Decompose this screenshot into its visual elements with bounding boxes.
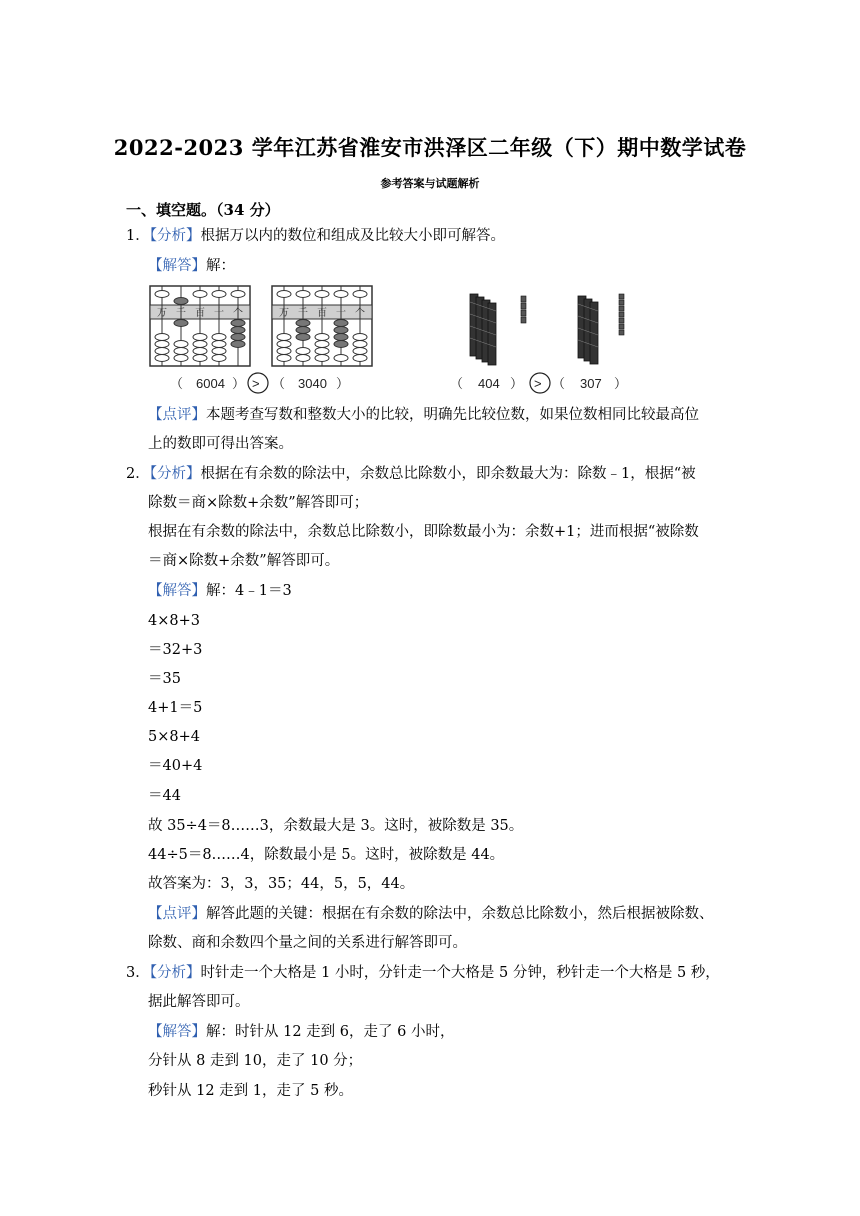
- q1-comment-line2: 上的数即可得出答案。: [148, 436, 293, 452]
- q2-number: 2．: [126, 466, 150, 482]
- answer-tag: 【解答】: [148, 583, 206, 599]
- q2-analysis-line3: 根据在有余数的除法中，余数总比除数小，即除数最小为：余数+1；进而根据“被除数: [148, 524, 699, 540]
- q1-comment-line1: [148, 405, 699, 425]
- q2-analysis-line2: 除数＝商×除数+余数”解答即可；: [148, 495, 369, 511]
- q3-analysis-line1: [126, 963, 720, 983]
- abacus1-paren-close: ）: [232, 376, 246, 391]
- abacus2-value: 3040: [298, 376, 327, 391]
- abacus1-place-shi: 十: [214, 308, 224, 319]
- abacus1-value: 6004: [196, 376, 225, 391]
- answer-tag: 【解答】: [148, 1024, 206, 1040]
- cubes1-value: 404: [478, 376, 500, 391]
- cubes2-value: 307: [580, 376, 602, 391]
- q1-answer: [148, 256, 235, 276]
- page-title: 2022-2023 学年江苏省淮安市洪泽区二年级（下）期中数学试卷: [113, 135, 747, 160]
- abacus2-place-bai: 百: [317, 308, 327, 319]
- answer-tag: 【解答】: [148, 258, 206, 274]
- q1-answer-text: 解：: [206, 258, 235, 274]
- cubes2-paren-close: ）: [614, 376, 628, 391]
- q3-line3: 秒针从 12 走到 1，走了 5 秒。: [148, 1083, 353, 1099]
- q2-step: 5×8+4: [148, 729, 200, 745]
- cubes1-paren-open: （: [450, 376, 464, 391]
- abacus2-paren-close: ）: [336, 376, 350, 391]
- q2-step: ＝40+4: [148, 758, 203, 774]
- abacus-3040: [272, 286, 372, 366]
- q3-answer: [148, 1022, 454, 1042]
- q2-analysis-line4: ＝商×除数+余数”解答即可。: [148, 553, 340, 569]
- cubes2-paren-open: （: [552, 376, 566, 391]
- q2-comment-line1: [148, 904, 714, 924]
- q1-analysis: [126, 226, 505, 246]
- q2-analysis-line1: [126, 464, 696, 484]
- q2-result-line2: 44÷5＝8……4，除数最小是 5。这时，被除数是 44。: [148, 847, 505, 863]
- q1-number: 1．: [126, 228, 150, 244]
- cubes1-paren-close: ）: [510, 376, 524, 391]
- abacus1-paren-open: （: [170, 376, 184, 391]
- q2-comment-line2: 除数、商和余数四个量之间的关系进行解答即可。: [148, 935, 467, 951]
- abacus1-place-wan: 万: [157, 308, 167, 319]
- abacus2-place-ge: 个: [355, 308, 365, 319]
- abacus2-place-qian: 千: [298, 308, 308, 319]
- q3-analysis-text-1: 时针走一个大格是 1 小时，分针走一个大格是 5 分钟，秒针走一个大格是 5 秒，: [200, 965, 720, 981]
- q3-number: 3．: [126, 965, 150, 981]
- q2-step: ＝32+3: [148, 642, 203, 658]
- q2-step: 4+1＝5: [148, 700, 203, 716]
- analysis-tag: 【分析】: [149, 228, 201, 244]
- q2-answer: [148, 581, 292, 601]
- q1-comment-text-1: 本题考查写数和整数大小的比较，明确先比较位数，如果位数相同比较最高位: [206, 407, 699, 423]
- q2-answer-text: 解：4﹣1＝3: [206, 583, 292, 599]
- q1-analysis-text: 根据万以内的数位和组成及比较大小即可解答。: [200, 228, 505, 244]
- abacus1-place-qian: 千: [176, 308, 186, 319]
- q2-result-line1: 故 35÷4＝8……3，余数最大是 3。这时，被除数是 35。: [148, 818, 524, 834]
- analysis-tag: 【分析】: [149, 965, 201, 981]
- q2-analysis-text-1: 根据在有余数的除法中，余数总比除数小，即余数最大为：除数﹣1，根据“被: [200, 466, 696, 482]
- compare-symbol-1: >: [252, 376, 260, 391]
- abacus2-place-wan: 万: [279, 308, 289, 319]
- comment-tag: 【点评】: [148, 407, 206, 423]
- q3-answer-text: 解：时针从 12 走到 6，走了 6 小时，: [206, 1024, 455, 1040]
- q2-comment-text-1: 解答此题的关键：根据在有余数的除法中，余数总比除数小，然后根据被除数、: [206, 906, 714, 922]
- abacus1-place-bai: 百: [195, 308, 205, 319]
- abacus2-place-shi: 十: [336, 308, 346, 319]
- page-subtitle: 参考答案与试题解析: [380, 177, 480, 190]
- q3-analysis-line2: 据此解答即可。: [148, 994, 250, 1010]
- compare-symbol-2: >: [534, 376, 542, 391]
- q3-line2: 分针从 8 走到 10，走了 10 分；: [148, 1053, 363, 1069]
- analysis-tag: 【分析】: [149, 466, 201, 482]
- cube-blocks-307: [578, 294, 624, 364]
- abacus2-paren-open: （: [272, 376, 286, 391]
- q2-step: ＝35: [148, 671, 181, 687]
- q2-step: ＝44: [148, 788, 181, 804]
- comment-tag: 【点评】: [148, 906, 206, 922]
- q1-figure: [148, 284, 638, 396]
- abacus-6004: [150, 286, 250, 366]
- section-heading: 一、填空题。（34 分）: [126, 201, 280, 219]
- q2-step: 4×8+3: [148, 613, 200, 629]
- cube-blocks-404: [470, 294, 526, 365]
- abacus1-place-ge: 个: [233, 308, 243, 319]
- q2-result-line3: 故答案为：3，3，35；44，5，5，44。: [148, 876, 415, 892]
